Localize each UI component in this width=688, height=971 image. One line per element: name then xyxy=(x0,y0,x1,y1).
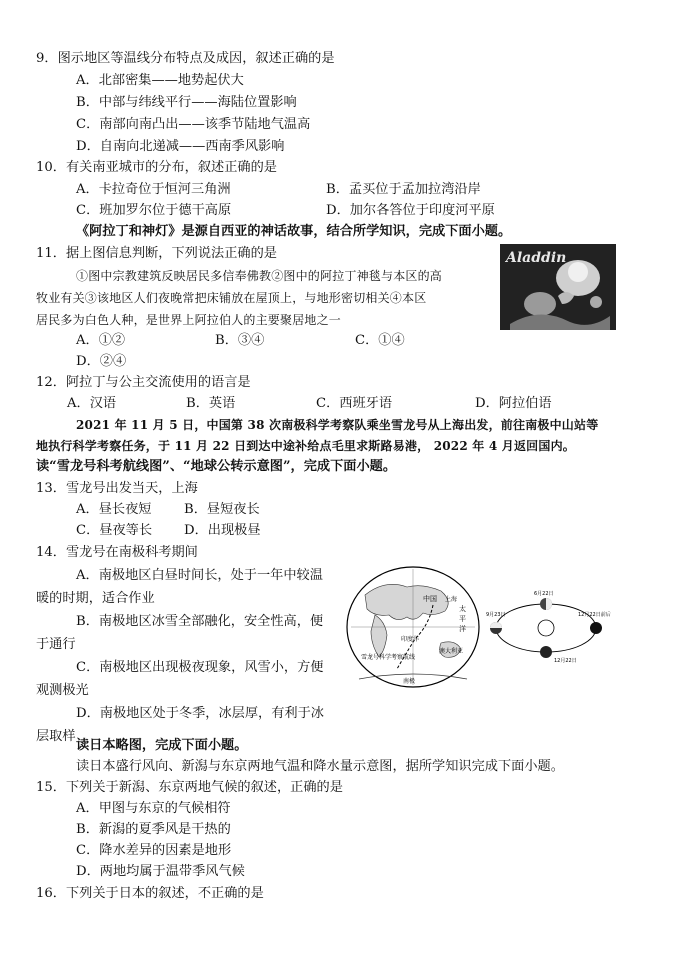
japan-intro-bold: 读日本略图，完成下面小题。 xyxy=(76,738,248,753)
xuelong-route-map xyxy=(345,565,481,693)
question-12-option-b: B．英语 xyxy=(186,396,236,411)
question-13-option-a: A．昼长夜短 xyxy=(76,502,152,517)
orbit-label: 12月22日前后 xyxy=(578,612,611,618)
question-10-option-b: B．孟买位于孟加拉湾沿岸 xyxy=(326,182,481,197)
question-12-stem: 12．阿拉丁与公主交流使用的语言是 xyxy=(36,375,251,390)
question-9-stem: 9．图示地区等温线分布特点及成因，叙述正确的是 xyxy=(36,51,335,66)
question-9-option-d: D．自南向北递减——西南季风影响 xyxy=(76,139,285,154)
question-11-stem: 11．据上图信息判断，下列说法正确的是 xyxy=(36,246,277,261)
question-10-option-c: C．班加罗尔位于德干高原 xyxy=(76,203,232,218)
question-12-option-d: D．阿拉伯语 xyxy=(475,396,552,411)
map-label-australia: 澳大利亚 xyxy=(439,648,464,655)
map-label-indian-ocean: 印度洋 xyxy=(401,636,420,643)
aladdin-poster-title: Aladdin xyxy=(506,250,567,266)
earth-orbit-diagram xyxy=(486,590,611,670)
orbit-label: 9月23日 xyxy=(486,612,506,618)
question-14-option-d: D．南极地区处于冬季，冰层厚，有利于冰 xyxy=(76,706,324,721)
question-11-option-c: C．①④ xyxy=(355,333,405,348)
question-13-stem: 13．雪龙号出发当天，上海 xyxy=(36,481,198,496)
map-label-china: 中国 xyxy=(423,595,437,603)
question-16-stem: 16．下列关于日本的叙述，不正确的是 xyxy=(36,886,264,901)
question-9-option-b: B．中部与纬线平行——海陆位置影响 xyxy=(76,95,297,110)
question-11-statement-line: 牧业有关③该地区人们夜晚常把床铺放在屋顶上，与地形密切相关④本区 xyxy=(36,291,427,305)
question-12-option-a: A．汉语 xyxy=(67,396,117,411)
map-label-pacific: 太 xyxy=(459,605,466,613)
orbit-label: 6月22日 xyxy=(534,591,554,597)
question-11-statement-line: 居民多为白色人种，是世界上阿拉伯人的主要聚居地之一 xyxy=(36,313,342,327)
question-15-option-c: C．降水差异的因素是地形 xyxy=(76,843,232,858)
xuelong-intro-line: 地执行科学考察任务，于 11 月 22 日到达中途补给点毛里求斯路易港， 2022 年 4 月返回国内。 xyxy=(36,439,575,453)
question-14-option-c-cont: 观测极光 xyxy=(36,683,89,698)
xuelong-intro-line: 2021 年 11 月 5 日，中国第 38 次南极科学考察队乘坐雪龙号从上海出发，前往南极中山站等 xyxy=(76,418,599,432)
question-14-stem: 14．雪龙号在南极科考期间 xyxy=(36,545,198,560)
question-13-option-c: C．昼夜等长 xyxy=(76,523,153,538)
question-10-option-d: D．加尔各答位于印度河平原 xyxy=(326,203,495,218)
question-10-option-a: A．卡拉奇位于恒河三角洲 xyxy=(76,182,231,197)
map-label-route: 雪龙号科学考察航线 xyxy=(361,654,416,661)
question-15-option-b: B．新潟的夏季风是干热的 xyxy=(76,822,231,837)
japan-intro: 读日本盛行风向、新潟与东京两地气温和降水量示意图，据所学知识完成下面小题。 xyxy=(76,759,564,774)
question-14-option-a: A．南极地区白昼时间长，处于一年中较温 xyxy=(76,568,323,583)
map-label-shanghai: 上海 xyxy=(445,596,458,603)
question-11-option-d: D．②④ xyxy=(76,354,127,369)
question-11-statement-line: ①图中宗教建筑反映居民多信奉佛教②图中的阿拉丁神毯与本区的高 xyxy=(76,269,443,283)
question-14-option-b-cont: 于通行 xyxy=(36,637,76,652)
orbit-label: 12月22日 xyxy=(554,658,577,664)
map-label-pacific: 平 xyxy=(459,615,466,623)
question-9-option-a: A．北部密集——地势起伏大 xyxy=(76,73,244,88)
question-14-option-c: C．南极地区出现极夜现象，风雪小，方便 xyxy=(76,660,324,675)
question-13-option-d: D．出现极昼 xyxy=(184,523,261,538)
question-15-option-d: D．两地均属于温带季风气候 xyxy=(76,864,245,879)
xuelong-intro-line: 读“雪龙号科考航线图”、“地球公转示意图”，完成下面小题。 xyxy=(36,459,397,474)
aladdin-intro: 《阿拉丁和神灯》是源自西亚的神话故事，结合所学知识，完成下面小题。 xyxy=(76,224,512,239)
question-13-option-b: B．昼短夜长 xyxy=(184,502,260,517)
question-12-option-c: C．西班牙语 xyxy=(316,396,393,411)
map-label-pacific: 洋 xyxy=(459,625,466,633)
question-11-option-b: B．③④ xyxy=(215,333,265,348)
map-label-antarctica: 南极 xyxy=(403,678,416,685)
aladdin-poster-image xyxy=(500,244,616,330)
question-9-option-c: C．南部向南凸出——该季节陆地气温高 xyxy=(76,117,311,132)
question-10-stem: 10．有关南亚城市的分布，叙述正确的是 xyxy=(36,160,277,175)
question-14-option-a-cont: 暖的时期，适合作业 xyxy=(36,591,155,606)
question-15-option-a: A．甲图与东京的气候相符 xyxy=(76,801,231,816)
question-15-stem: 15．下列关于新潟、东京两地气候的叙述，正确的是 xyxy=(36,780,343,795)
question-11-option-a: A．①② xyxy=(76,333,126,348)
question-14-option-d-cont: 层取样 xyxy=(36,729,76,744)
question-14-option-b: B．南极地区冰雪全部融化，安全性高，便 xyxy=(76,614,324,629)
